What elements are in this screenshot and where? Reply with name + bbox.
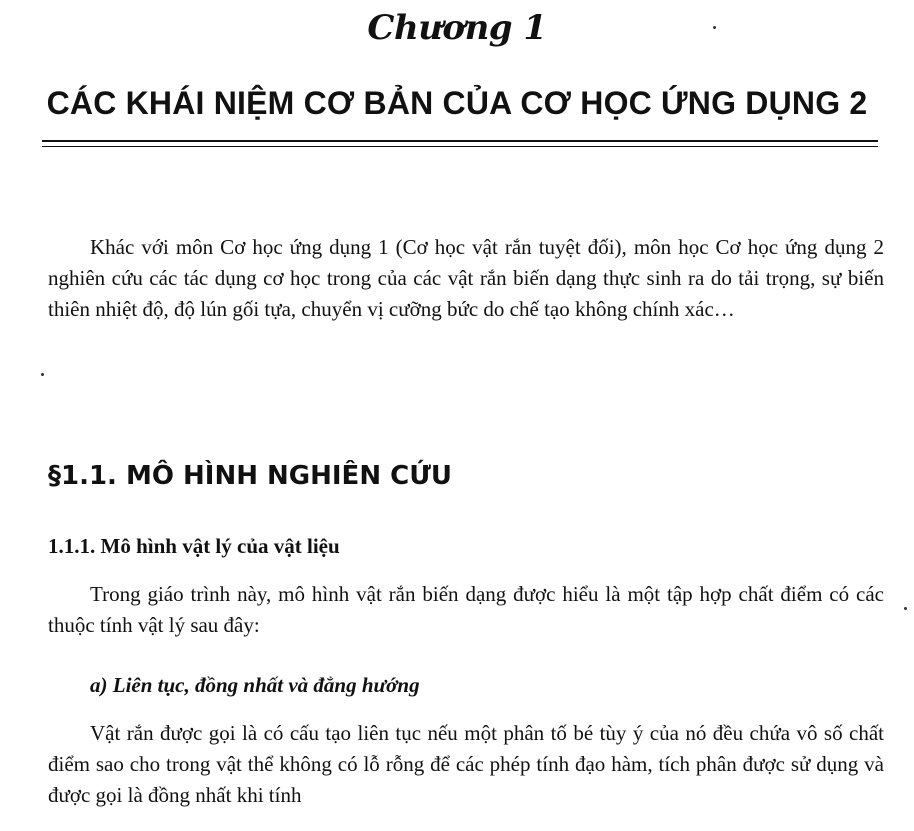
subsubsection-title: a) Liên tục, đồng nhất và đẳng hướng: [90, 673, 420, 697]
subsection-title: 1.1.1. Mô hình vật lý của vật liệu: [48, 534, 340, 558]
title-underline-thin: [42, 146, 878, 147]
subsubsection-paragraph: Vật rắn được gọi là có cấu tạo liên tục nếu một phân tố bé tùy ý của nó đều chứa vô số chất điểm sao cho trong vật thể không có lỗ rỗng để các phép tính đạo hàm, tích phân được sử dụng và được gọi là đồng nhất khi tính: [48, 721, 884, 807]
title-underline-thick: [42, 140, 878, 142]
chapter-label: Chương 1: [367, 8, 547, 48]
intro-paragraph: Khác với môn Cơ học ứng dụng 1 (Cơ học vật rắn tuyệt đối), môn học Cơ học ứng dụng 2 nghiên cứu các tác dụng cơ học trong của các vật rắn biến dạng thực sinh ra do tải trọng, sự biến thiên nhiệt độ, độ lún gối tựa, chuyển vị cưỡng bức do chế tạo không chính xác…: [48, 235, 884, 321]
scan-speck: [904, 607, 907, 610]
scan-speck: [713, 26, 716, 29]
subsection-paragraph: Trong giáo trình này, mô hình vật rắn biến dạng được hiểu là một tập hợp chất điểm có các thuộc tính vật lý sau đây:: [48, 582, 884, 637]
chapter-title: CÁC KHÁI NIỆM CƠ BẢN CỦA CƠ HỌC ỨNG DỤNG 2: [46, 85, 868, 121]
section-title: §1.1. MÔ HÌNH NGHIÊN CỨU: [48, 461, 453, 491]
scan-speck: [41, 373, 44, 376]
